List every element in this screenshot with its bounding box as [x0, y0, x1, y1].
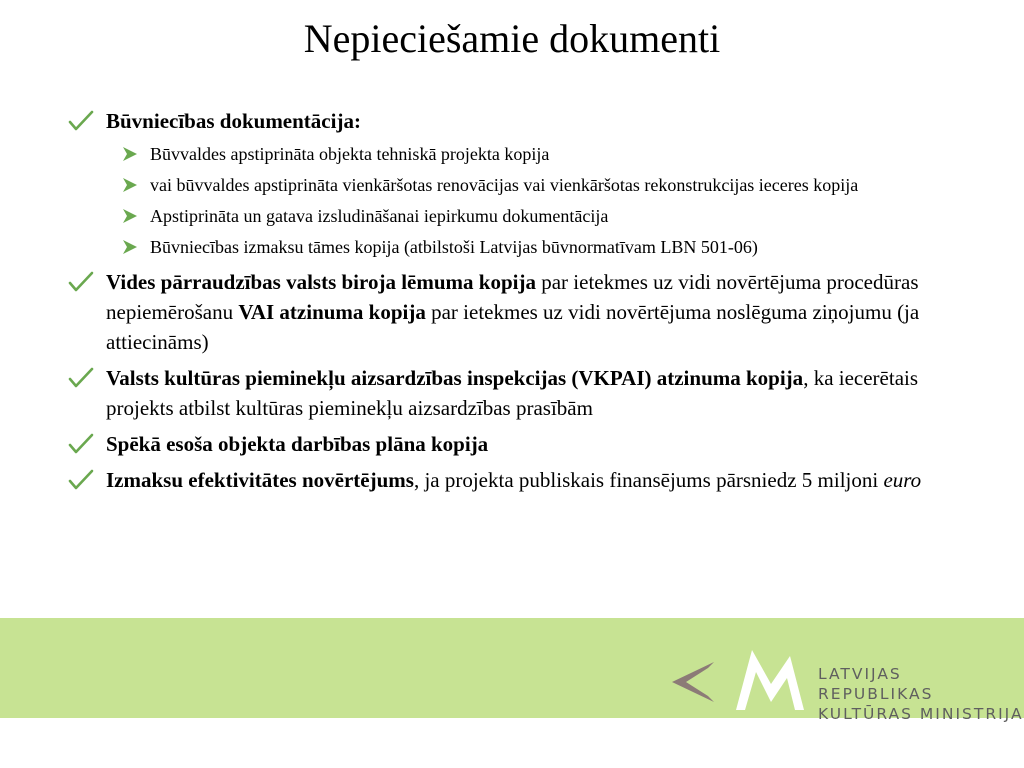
item-bold-text: VAI atzinuma kopija — [238, 300, 426, 324]
ministry-logo-icon — [666, 650, 806, 710]
checkmark-icon — [68, 433, 94, 455]
sub-list — [68, 140, 978, 261]
item-bold-text: Izmaksu efektivitātes novērtējums — [106, 468, 414, 492]
sub-item-text: Būvniecības izmaksu tāmes kopija (atbilstoši Latvijas būvnormatīvam LBN 501-06) — [150, 237, 758, 257]
checkmark-icon — [68, 469, 94, 491]
item-text: , ja projekta publiskais finansējums pārsniedz 5 miljoni — [413, 468, 884, 492]
logo-line-2: KULTŪRAS MINISTRIJA — [818, 705, 1024, 723]
item-bold-text: Spēkā esoša objekta darbības plāna kopija — [106, 432, 489, 456]
sub-list-item — [68, 171, 978, 199]
logo-line-1: LATVIJAS REPUBLIKAS — [818, 665, 934, 703]
item-bold-text: Vides pārraudzības valsts biroja lēmuma kopija — [106, 270, 536, 294]
checkmark-icon — [68, 367, 94, 389]
sub-list-item — [68, 140, 978, 168]
sub-list-item — [68, 233, 978, 261]
list-item — [68, 465, 978, 495]
item-text: , ka iecerētais projekts atbilst kultūras pieminekļu aizsardzības prasībām — [106, 366, 919, 420]
arrow-bullet-icon — [122, 208, 138, 224]
list-item — [68, 429, 978, 459]
sub-item-text: Būvvaldes apstiprināta objekta tehniskā projekta kopija — [150, 144, 550, 164]
item-text: par ietekmes uz vidi novērtējuma noslēguma ziņojumu (ja attiecināms) — [106, 300, 920, 354]
sub-item-text: Apstiprināta un gatava izsludināšanai iepirkumu dokumentācija — [150, 206, 609, 226]
item-italic-text: euro — [883, 468, 922, 492]
arrow-bullet-icon — [122, 177, 138, 193]
sub-list-item — [68, 202, 978, 230]
checkmark-icon — [68, 271, 94, 293]
slide-title: Nepieciešamie dokumenti — [303, 16, 721, 61]
sub-item-text: vai būvvaldes apstiprināta vienkāršotas renovācijas vai vienkāršotas rekonstrukcijas ieceres kopija — [150, 175, 859, 195]
list-item — [68, 106, 978, 136]
checkmark-icon — [68, 110, 94, 132]
arrow-bullet-icon — [122, 239, 138, 255]
item-text: par ietekmes uz vidi novērtējuma procedūras nepiemērošanu — [106, 270, 919, 324]
item-bold-text: Valsts kultūras pieminekļu aizsardzības inspekcijas (VKPAI) atzinuma kopija — [106, 366, 804, 390]
document-list — [68, 106, 978, 501]
item-heading: Būvniecības dokumentācija: — [106, 109, 361, 133]
list-item — [68, 267, 978, 357]
ministry-logo-text — [818, 664, 1024, 724]
list-item — [68, 363, 978, 423]
arrow-bullet-icon — [122, 146, 138, 162]
